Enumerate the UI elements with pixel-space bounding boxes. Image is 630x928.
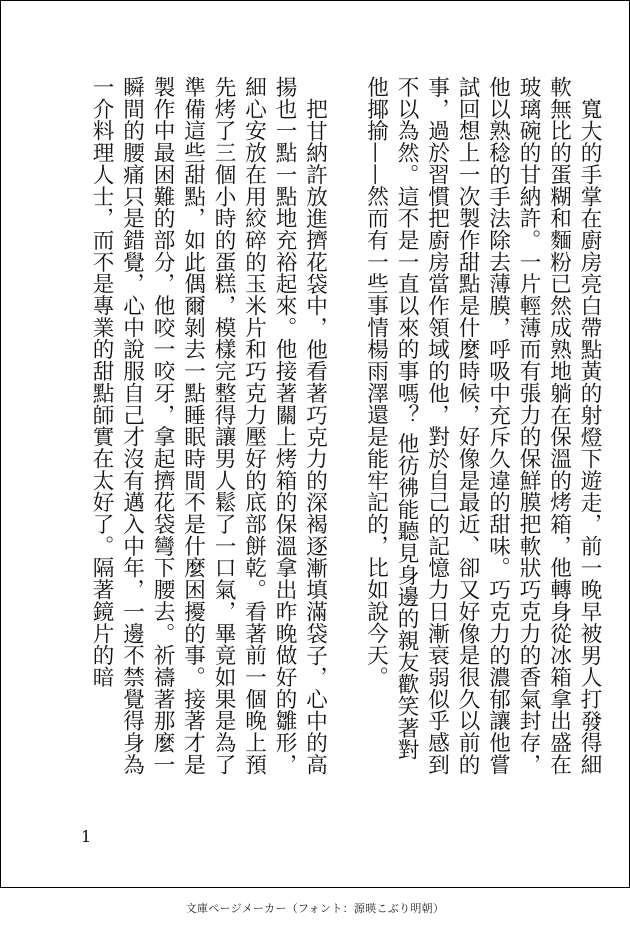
paragraph-2: 把甘納許放進擠花袋中，他看著巧克力的深褐逐漸填滿袋子，心中的高揚也一點一點地充裕起來。他接著關上烤箱的保溫拿出昨晚做好的雛形，細心安放在用絞碎的玉米片和巧克力壓好的底部餅乾。看著前一個晚上預先烤了三個小時的蛋糕，模樣完整得讓男人鬆了一口氣，畢竟如果是為了準備這些甜點，如此偶爾剝去一點睡眠時間不是什麼困擾的事。接著才是製作中最困難的部分，他咬一咬牙，拿起擠花袋彎下腰去。祈禱著那麼一瞬間的腰痛只是錯覺，心中說服自己才沒有邁入中年，一邊不禁覺得身為一介料理人士，而不是專業的甜點師實在太好了。隔著鏡片的暗 bbox=[89, 76, 328, 776]
vertical-text-body bbox=[86, 76, 605, 776]
page-number: 1 bbox=[81, 827, 92, 846]
footer-credit: 文庫ページメーカー（フォント：源暎こぶり明朝） bbox=[185, 902, 445, 915]
paragraph-separator bbox=[330, 76, 361, 776]
paragraph-1: 寬大的手掌在廚房亮白帶點黃的射燈下遊走，前一晚早被男人打發得細軟無比的蛋糊和麵粉已然成熟地躺在保溫的烤箱，他轉身從冰箱拿出盛在玻璃碗的甘納許。一片輕薄而有張力的保鮮膜把軟狀巧克力的香氣封存，他以熟稔的手法除去薄膜，呼吸中充斥久違的甜味。巧克力的濃郁讓他嘗試回想上一次製作甜點是什麼時候，好像是最近、卻又好像是很久以前的事，過於習慣把廚房當作領域的他，對於自己的記憶力日漸衰弱似乎感到不以為然。這不是一直以來的事嗎？ 他彷彿能聽見身邊的親友歡笑著對他揶揄——然而有一些事情楊雨澤還是能牢記的，比如說今天。 bbox=[363, 76, 602, 776]
